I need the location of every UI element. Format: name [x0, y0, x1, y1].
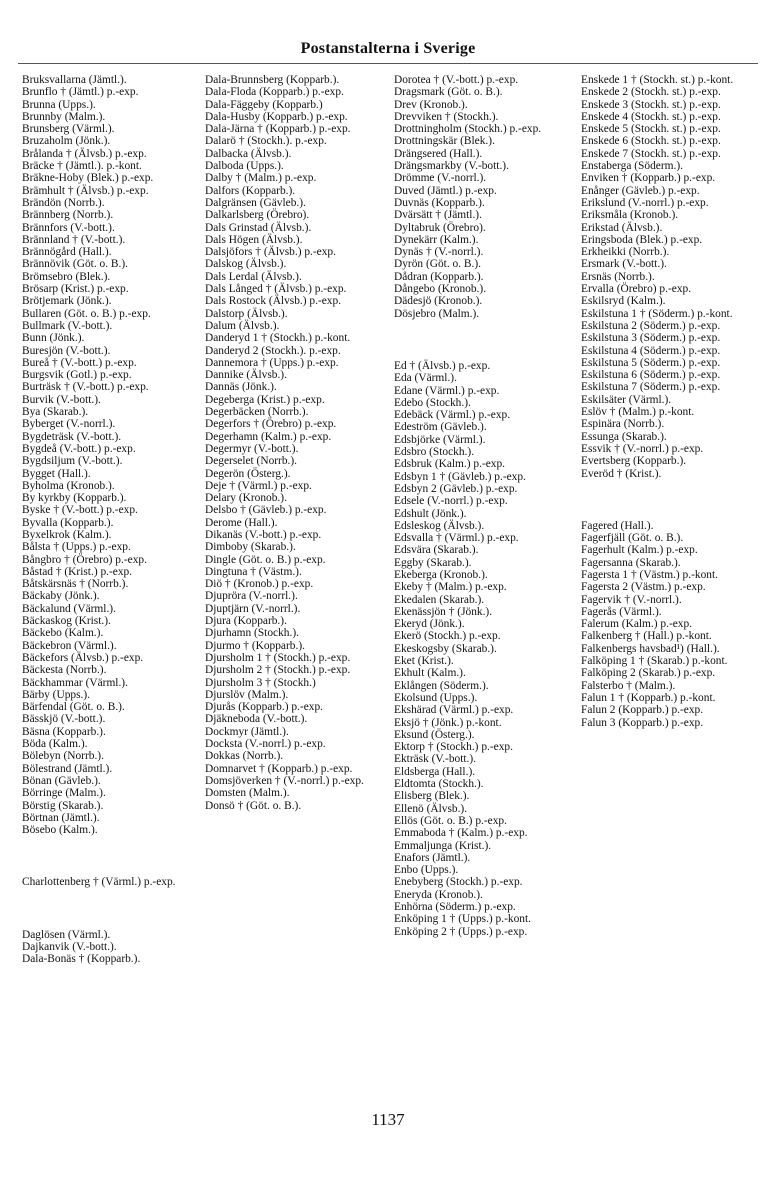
list-item: Djupröra (V.-norrl.).	[205, 590, 298, 603]
list-item: Dannemora † (Upps.) p.-exp.	[205, 356, 339, 369]
list-item: Derome (Hall.).	[205, 516, 278, 529]
list-item: Byberget (V.-norrl.).	[22, 418, 116, 431]
list-item: Eskilsryd (Kalm.).	[581, 295, 666, 308]
list-item: Byholma (Kronob.).	[22, 479, 115, 492]
list-item: Daglösen (Värml.).	[22, 928, 111, 941]
list-item: Duved (Jämtl.) p.-exp.	[394, 184, 497, 197]
list-item: Dala-Järna † (Kopparb.) p.-exp.	[205, 123, 351, 136]
list-item: Brötjemark (Jönk.).	[22, 295, 112, 308]
list-item: Ersmark (V.-bott.).	[581, 258, 667, 271]
list-item: Brändön (Norrb.).	[22, 196, 105, 209]
list-item: Båstad † (Krist.) p.-exp.	[22, 565, 133, 578]
list-item: Dalbacka (Älvsb.).	[205, 147, 292, 160]
list-item: Dannike (Älvsb.).	[205, 369, 287, 382]
list-item: Eksund (Österg.).	[394, 728, 475, 741]
list-item: Edsele (V.-norrl.) p.-exp.	[394, 495, 508, 508]
list-item: Brösarp (Krist.) p.-exp.	[22, 283, 129, 296]
list-item: Edsvalla † (Värml.) p.-exp.	[394, 532, 519, 545]
list-item: Dalgränsen (Gävleb.).	[205, 196, 306, 209]
list-item: Byxelkrok (Kalm.).	[22, 528, 112, 541]
list-item: By kyrkby (Kopparb.).	[22, 492, 127, 505]
list-item: Djurmo † (Kopparb.).	[205, 639, 305, 652]
page-number: 1137	[371, 1110, 405, 1129]
list-item: Bäckebron (Värml.).	[22, 639, 117, 652]
list-item: Eldsberga (Hall.).	[394, 765, 476, 778]
list-item: Fagerhult (Kalm.) p.-exp.	[581, 544, 698, 557]
list-item: Djursholm 3 † (Stockh.)	[205, 676, 316, 689]
list-item: Bunn (Jönk.).	[22, 332, 85, 345]
list-item: Delary (Kronob.).	[205, 492, 287, 505]
list-item: Charlottenberg † (Värml.) p.-exp.	[22, 876, 176, 889]
list-item: Edsbro (Stockh.).	[394, 446, 475, 459]
list-item: Djura (Kopparb.).	[205, 615, 287, 628]
list-item: Brämhult † (Älvsb.) p.-exp.	[22, 184, 149, 197]
list-item: Degermyr (V.-bott.).	[205, 442, 299, 455]
list-item: Eskilstuna 7 (Söderm.) p.-exp.	[581, 381, 721, 394]
list-item: Burgsvik (Gotl.) p.-exp.	[22, 369, 132, 382]
list-item: Falun 2 (Kopparb.) p.-exp.	[581, 704, 704, 717]
list-item: Dalum (Älvsb.).	[205, 319, 280, 332]
list-item: Dala-Floda (Kopparb.) p.-exp.	[205, 86, 344, 99]
list-item: Enskede 7 (Stockh. st.) p.-exp.	[581, 147, 721, 160]
list-item: Eksjö † (Jönk.) p.-kont.	[394, 716, 502, 729]
list-item: Enskede 3 (Stockh. st.) p.-exp.	[581, 98, 721, 111]
list-item: Dala-Brunnsberg (Kopparb.).	[205, 74, 340, 86]
list-item: Duvnäs (Kopparb.).	[394, 196, 485, 209]
list-item: Dyrön (Göt. o. B.).	[394, 258, 482, 271]
list-item: Bäsna (Kopparb.).	[22, 725, 106, 738]
list-item: Dädesjö (Kronob.).	[394, 295, 483, 308]
list-item: Ekedalen (Skarab.).	[394, 593, 485, 606]
list-item: Bygdeträsk (V.-bott.).	[22, 430, 122, 443]
list-item: Degerfors † (Örebro) p.-exp.	[205, 418, 337, 431]
list-item: Bygdeå (V.-bott.) p.-exp.	[22, 442, 136, 455]
list-item: Dala-Bonäs † (Kopparb.).	[22, 953, 141, 966]
list-item: Dalby † (Malm.) p.-exp.	[205, 172, 317, 185]
list-item: Fagerås (Värml.).	[581, 605, 662, 618]
list-item: Eskilstuna 6 (Söderm.) p.-exp.	[581, 369, 721, 382]
list-item: Bäckefors (Älvsb.) p.-exp.	[22, 651, 144, 664]
list-item: Byvalla (Kopparb.).	[22, 516, 114, 529]
list-item: Ekeskogsby (Skarab.).	[394, 642, 497, 655]
list-item: Edsbjörke (Värml.).	[394, 433, 486, 446]
list-item: Edsvära (Skarab.).	[394, 544, 479, 557]
list-item: Enköping 1 † (Upps.) p.-kont.	[394, 913, 531, 926]
list-item: Falköping 1 † (Skarab.) p.-kont.	[581, 655, 728, 668]
list-item: Eklången (Söderm.).	[394, 679, 489, 692]
list-item: Drevviken † (Stockh.).	[394, 110, 499, 123]
list-item: Enskede 6 (Stockh. st.) p.-exp.	[581, 135, 721, 148]
list-item: Diö † (Kronob.) p.-exp.	[205, 578, 314, 591]
list-item: Erkheikki (Norrb.).	[581, 246, 670, 259]
list-item: Börtnan (Jämtl.).	[22, 811, 100, 824]
list-item: Enviken † (Kopparb.) p.-exp.	[581, 172, 716, 185]
list-item: Ed † (Älvsb.) p.-exp.	[394, 359, 491, 372]
list-item: Eskilstuna 5 (Söderm.) p.-exp.	[581, 356, 721, 369]
list-item: Danderyd 1 † (Stockh.) p.-kont.	[205, 332, 351, 345]
list-item: Bräcke † (Jämtl.). p.-kont.	[22, 160, 142, 173]
list-item: Eringsboda (Blek.) p.-exp.	[581, 233, 703, 246]
list-item: Bångbro † (Örebro) p.-exp.	[22, 553, 147, 566]
list-item: Dals Högen (Älvsb.).	[205, 233, 303, 246]
list-item: Ekolsund (Upps.).	[394, 691, 478, 704]
list-item: Dala-Fäggeby (Kopparb.)	[205, 98, 323, 111]
list-item: Drömme (V.-norrl.).	[394, 172, 487, 185]
list-item: Deje † (Värml.) p.-exp.	[205, 479, 312, 492]
list-item: Ekerö (Stockh.) p.-exp.	[394, 630, 501, 643]
list-item: Enhörna (Söderm.) p.-exp.	[394, 901, 516, 913]
list-item: Bålsta † (Upps.) p.-exp.	[22, 541, 131, 554]
list-item: Dals Långed † (Älvsb.) p.-exp.	[205, 283, 347, 296]
list-item: Båtskärsnäs † (Norrb.).	[22, 578, 129, 591]
list-item: Dingle (Göt. o. B.) p.-exp.	[205, 553, 326, 566]
list-item: Ekeby † (Malm.) p.-exp.	[394, 581, 507, 594]
list-item: Brännfors (V.-bott.).	[22, 221, 115, 234]
list-item: Fagersta 1 † (Västm.) p.-kont.	[581, 568, 718, 581]
list-item: Fagersanna (Skarab.).	[581, 556, 681, 569]
list-item: Edsbyn 1 † (Gävleb.) p.-exp.	[394, 470, 526, 483]
list-item: Falkenbergs havsbad¹) (Hall.).	[581, 642, 720, 655]
list-item: Ekenässjön † (Jönk.).	[394, 605, 493, 618]
list-item: Eskilstuna 4 (Söderm.) p.-exp.	[581, 344, 721, 357]
list-item: Dockmyr (Jämtl.).	[205, 725, 289, 738]
list-item: Falun 3 (Kopparb.) p.-exp.	[581, 716, 704, 729]
list-item: Ekträsk (V.-bott.).	[394, 753, 477, 766]
list-item: Edsbruk (Kalm.) p.-exp.	[394, 458, 506, 471]
list-item: Dorotea † (V.-bott.) p.-exp.	[394, 74, 519, 86]
page-title: Postanstalterna i Sverige	[300, 40, 476, 57]
list-item: Dalboda (Upps.).	[205, 160, 284, 173]
list-item: Eriksmåla (Kronob.).	[581, 209, 679, 222]
list-item: Dalstorp (Älvsb.).	[205, 307, 288, 320]
list-item: Enskede 4 (Stockh. st.) p.-exp.	[581, 110, 721, 123]
list-item: Dångebo (Kronob.).	[394, 283, 487, 296]
list-item: Edebäck (Värml.) p.-exp.	[394, 409, 511, 422]
list-item: Dals Lerdal (Älvsb.).	[205, 270, 302, 283]
list-item: Djäkneboda (V.-bott.).	[205, 713, 308, 726]
list-item: Ekshärad (Värml.) p.-exp.	[394, 704, 514, 717]
list-item: Falerum (Kalm.) p.-exp.	[581, 618, 693, 631]
list-item: Domsjöverken † (V.-norrl.) p.-exp.	[205, 774, 364, 787]
list-item: Drottningholm (Stockh.) p.-exp.	[394, 123, 542, 136]
list-item: Enånger (Gävleb.) p.-exp.	[581, 184, 700, 197]
list-item: Degeberga (Krist.) p.-exp.	[205, 393, 325, 406]
column-3	[394, 74, 566, 938]
list-item: Degerbäcken (Norrb.).	[205, 406, 309, 419]
list-item: Dynäs † (V.-norrl.).	[394, 246, 484, 259]
list-item: Bärfendal (Göt. o. B.).	[22, 701, 125, 714]
list-item: Eldtomta (Stockh.).	[394, 778, 484, 791]
list-item: Brännövik (Göt. o. B.).	[22, 258, 128, 271]
list-item: Enafors (Jämtl.).	[394, 851, 471, 864]
list-item: Domnarvet † (Kopparb.) p.-exp.	[205, 762, 353, 775]
list-item: Edeström (Gävleb.).	[394, 421, 487, 434]
list-item: Ellenö (Älvsb.).	[394, 802, 468, 815]
list-item: Dingtuna † (Västm.).	[205, 565, 302, 578]
list-item: Börstig (Skarab.).	[22, 799, 104, 812]
list-item: Eskilstuna 2 (Söderm.) p.-exp.	[581, 319, 721, 332]
list-item: Burträsk † (V.-bott.) p.-exp.	[22, 381, 149, 394]
list-item: Ekhult (Kalm.).	[394, 667, 466, 680]
list-item: Djurhamn (Stockh.).	[205, 627, 299, 640]
list-item: Danderyd 2 (Stockh.). p.-exp.	[205, 344, 341, 357]
list-item: Degerhamn (Kalm.) p.-exp.	[205, 430, 332, 443]
list-item: Bäckaskog (Krist.).	[22, 615, 111, 628]
list-item: Bäckebo (Kalm.).	[22, 627, 104, 640]
list-item: Everöd † (Krist.).	[581, 467, 662, 480]
list-item: Bölebyn (Norrb.).	[22, 750, 104, 763]
list-item: Ervalla (Örebro) p.-exp.	[581, 283, 692, 296]
list-item: Brålanda † (Älvsb.) p.-exp.	[22, 147, 147, 160]
list-item: Brännögård (Hall.).	[22, 246, 112, 259]
list-item: Enskede 2 (Stockh. st.) p.-exp.	[581, 86, 721, 99]
list-item: Djursholm 1 † (Stockh.) p.-exp.	[205, 651, 351, 664]
list-item: Djurås (Kopparb.) p.-exp.	[205, 701, 323, 714]
list-item: Emmaboda † (Kalm.) p.-exp.	[394, 827, 528, 840]
list-item: Enebyberg (Stockh.) p.-exp.	[394, 876, 523, 889]
list-item: Enskede 5 (Stockh. st.) p.-exp.	[581, 123, 721, 136]
list-item: Edshult (Jönk.).	[394, 507, 467, 520]
list-item: Bölestrand (Jämtl.).	[22, 762, 113, 775]
list-item: Ersnäs (Norrb.).	[581, 270, 655, 283]
list-item: Drängsmarkby (V.-bott.).	[394, 160, 509, 173]
list-item: Dvärsätt † (Jämtl.).	[394, 209, 482, 222]
list-item: Eskilstuna 3 (Söderm.) p.-exp.	[581, 332, 721, 345]
list-item: Brunnby (Malm.).	[22, 110, 106, 123]
list-item: Eslöv † (Malm.) p.-kont.	[581, 406, 695, 419]
list-item: Falkenberg † (Hall.) p.-kont.	[581, 630, 712, 643]
list-item: Dala-Husby (Kopparb.) p.-exp.	[205, 110, 348, 123]
list-item: Degerselet (Norrb.).	[205, 455, 298, 468]
list-item: Eskilstuna 1 † (Söderm.) p.-kont.	[581, 307, 733, 320]
list-item: Dalskog (Älvsb.).	[205, 258, 287, 271]
list-item: Dalfors (Kopparb.).	[205, 184, 296, 197]
header-rule	[18, 63, 758, 64]
list-item: Böda (Kalm.).	[22, 738, 88, 751]
list-item: Bäckesta (Norrb.).	[22, 664, 107, 677]
column-1	[22, 74, 194, 966]
list-item: Dösjebro (Malm.).	[394, 307, 480, 320]
list-item: Eket (Krist.).	[394, 655, 454, 668]
list-item: Eskilsäter (Värml.).	[581, 393, 672, 406]
list-item: Elisberg (Blek.).	[394, 790, 470, 803]
list-item: Docksta (V.-norrl.) p.-exp.	[205, 738, 326, 751]
list-item: Domsten (Malm.).	[205, 787, 290, 800]
list-item: Bygget (Hall.).	[22, 467, 91, 480]
list-item: Edebo (Stockh.).	[394, 396, 471, 409]
list-item: Brömsebro (Blek.).	[22, 270, 111, 283]
list-item: Delsbo † (Gävleb.) p.-exp.	[205, 504, 327, 517]
list-item: Enskede 1 † (Stockh. st.) p.-kont.	[581, 74, 734, 86]
list-item: Enstaberga (Söderm.).	[581, 160, 683, 173]
list-item: Drängsered (Hall.).	[394, 147, 483, 160]
list-item: Essvik † (V.-norrl.) p.-exp.	[581, 442, 704, 455]
list-item: Bäckaby (Jönk.).	[22, 590, 100, 603]
column-4	[581, 74, 753, 729]
list-item: Bösebo (Kalm.).	[22, 824, 98, 837]
list-item: Bruksvallarna (Jämtl.).	[22, 74, 127, 86]
list-item: Dals Rostock (Älvsb.) p.-exp.	[205, 295, 342, 308]
list-item: Bärby (Upps.).	[22, 688, 91, 701]
list-item: Bygdsiljum (V.-bott.).	[22, 455, 123, 468]
list-item: Bya (Skarab.).	[22, 406, 89, 419]
column-2	[205, 74, 377, 812]
list-item: Brännberg (Norrb.).	[22, 209, 114, 222]
list-item: Edsleskog (Älvsb.).	[394, 519, 485, 532]
list-item: Dådran (Kopparb.).	[394, 270, 484, 283]
list-item: Fagersta 2 (Västm.) p.-exp.	[581, 581, 706, 594]
list-item: Buresjön (V.-bott.).	[22, 344, 111, 357]
list-item: Enbo (Upps.).	[394, 864, 459, 877]
list-item: Dalarö † (Stockh.). p.-exp.	[205, 135, 327, 148]
list-item: Dals Grinstad (Älvsb.).	[205, 221, 312, 234]
list-item: Falsterbo † (Malm.).	[581, 679, 676, 692]
list-item: Bäckhammar (Värml.).	[22, 676, 128, 689]
list-item: Donsö † (Göt. o. B.).	[205, 799, 302, 812]
list-item: Djuptjärn (V.-norrl.).	[205, 602, 301, 615]
list-item: Bönan (Gävleb.).	[22, 774, 101, 787]
list-item: Dikanäs (V.-bott.) p.-exp.	[205, 528, 322, 541]
list-item: Ektorp † (Stockh.) p.-exp.	[394, 741, 513, 754]
list-item: Dalkarlsberg (Örebro).	[205, 209, 310, 222]
list-item: Fagered (Hall.).	[581, 519, 654, 532]
list-item: Emmaljunga (Krist.).	[394, 839, 492, 852]
list-item: Fagervik † (V.-norrl.).	[581, 593, 682, 606]
list-item: Dimboby (Skarab.).	[205, 541, 296, 554]
list-item: Dannäs (Jönk.).	[205, 381, 277, 394]
list-item: Ekeryd (Jönk.).	[394, 618, 465, 631]
list-item: Edsbyn 2 (Gävleb.) p.-exp.	[394, 482, 518, 495]
list-item: Degerön (Österg.).	[205, 467, 291, 480]
list-item: Brännland † (V.-bott.).	[22, 233, 126, 246]
list-item: Erikslund (V.-norrl.) p.-exp.	[581, 196, 709, 209]
list-item: Erikstad (Älvsb.).	[581, 221, 663, 234]
list-item: Brunflo † (Jämtl.) p.-exp.	[22, 86, 139, 99]
list-item: Bräkne-Hoby (Blek.) p.-exp.	[22, 172, 154, 185]
list-item: Byske † (V.-bott.) p.-exp.	[22, 504, 138, 517]
list-item: Dynekärr (Kalm.).	[394, 233, 479, 246]
list-item: Enköping 2 † (Upps.) p.-exp.	[394, 925, 528, 938]
list-item: Ekeberga (Kronob.).	[394, 568, 488, 581]
list-item: Bureå † (V.-bott.) p.-exp.	[22, 356, 137, 369]
list-item: Djurslöv (Malm.).	[205, 688, 289, 701]
list-item: Bäckalund (Värml.).	[22, 602, 116, 615]
list-item: Brunsberg (Värml.).	[22, 123, 115, 136]
list-item: Burvik (V.-bott.).	[22, 393, 101, 406]
list-item: Dyltabruk (Örebro).	[394, 221, 486, 234]
list-item: Fagerfjäll (Göt. o. B.).	[581, 532, 684, 545]
list-item: Drev (Kronob.).	[394, 98, 468, 111]
list-item: Djursholm 2 † (Stockh.) p.-exp.	[205, 664, 351, 677]
list-item: Espinära (Norrb.).	[581, 418, 665, 431]
list-item: Falköping 2 (Skarab.) p.-exp.	[581, 667, 716, 680]
list-item: Bässkjö (V.-bott.).	[22, 713, 106, 726]
list-item: Evertsberg (Kopparb.).	[581, 455, 687, 468]
list-item: Brunna (Upps.).	[22, 98, 96, 111]
list-item: Dalsjöfors † (Älvsb.) p.-exp.	[205, 246, 336, 259]
list-item: Bullmark (V.-bott.).	[22, 319, 113, 332]
list-item: Ellös (Göt. o. B.) p.-exp.	[394, 814, 507, 827]
list-item: Dokkas (Norrb.).	[205, 750, 284, 763]
list-item: Dajkanvik (V.-bott.).	[22, 941, 117, 953]
list-item: Falun 1 † (Kopparb.) p.-kont.	[581, 691, 716, 704]
list-item: Drottningskär (Blek.).	[394, 135, 495, 148]
list-item: Eda (Värml.).	[394, 372, 457, 385]
list-item: Bruzaholm (Jönk.).	[22, 135, 111, 148]
list-item: Bullaren (Göt. o. B.) p.-exp.	[22, 307, 151, 320]
list-item: Dragsmark (Göt. o. B.).	[394, 86, 503, 99]
list-item: Essunga (Skarab.).	[581, 430, 667, 443]
list-item: Eneryda (Kronob.).	[394, 888, 483, 901]
list-item: Eggby (Skarab.).	[394, 556, 472, 569]
list-item: Edane (Värml.) p.-exp.	[394, 384, 500, 397]
list-item: Börringe (Malm.).	[22, 787, 106, 800]
